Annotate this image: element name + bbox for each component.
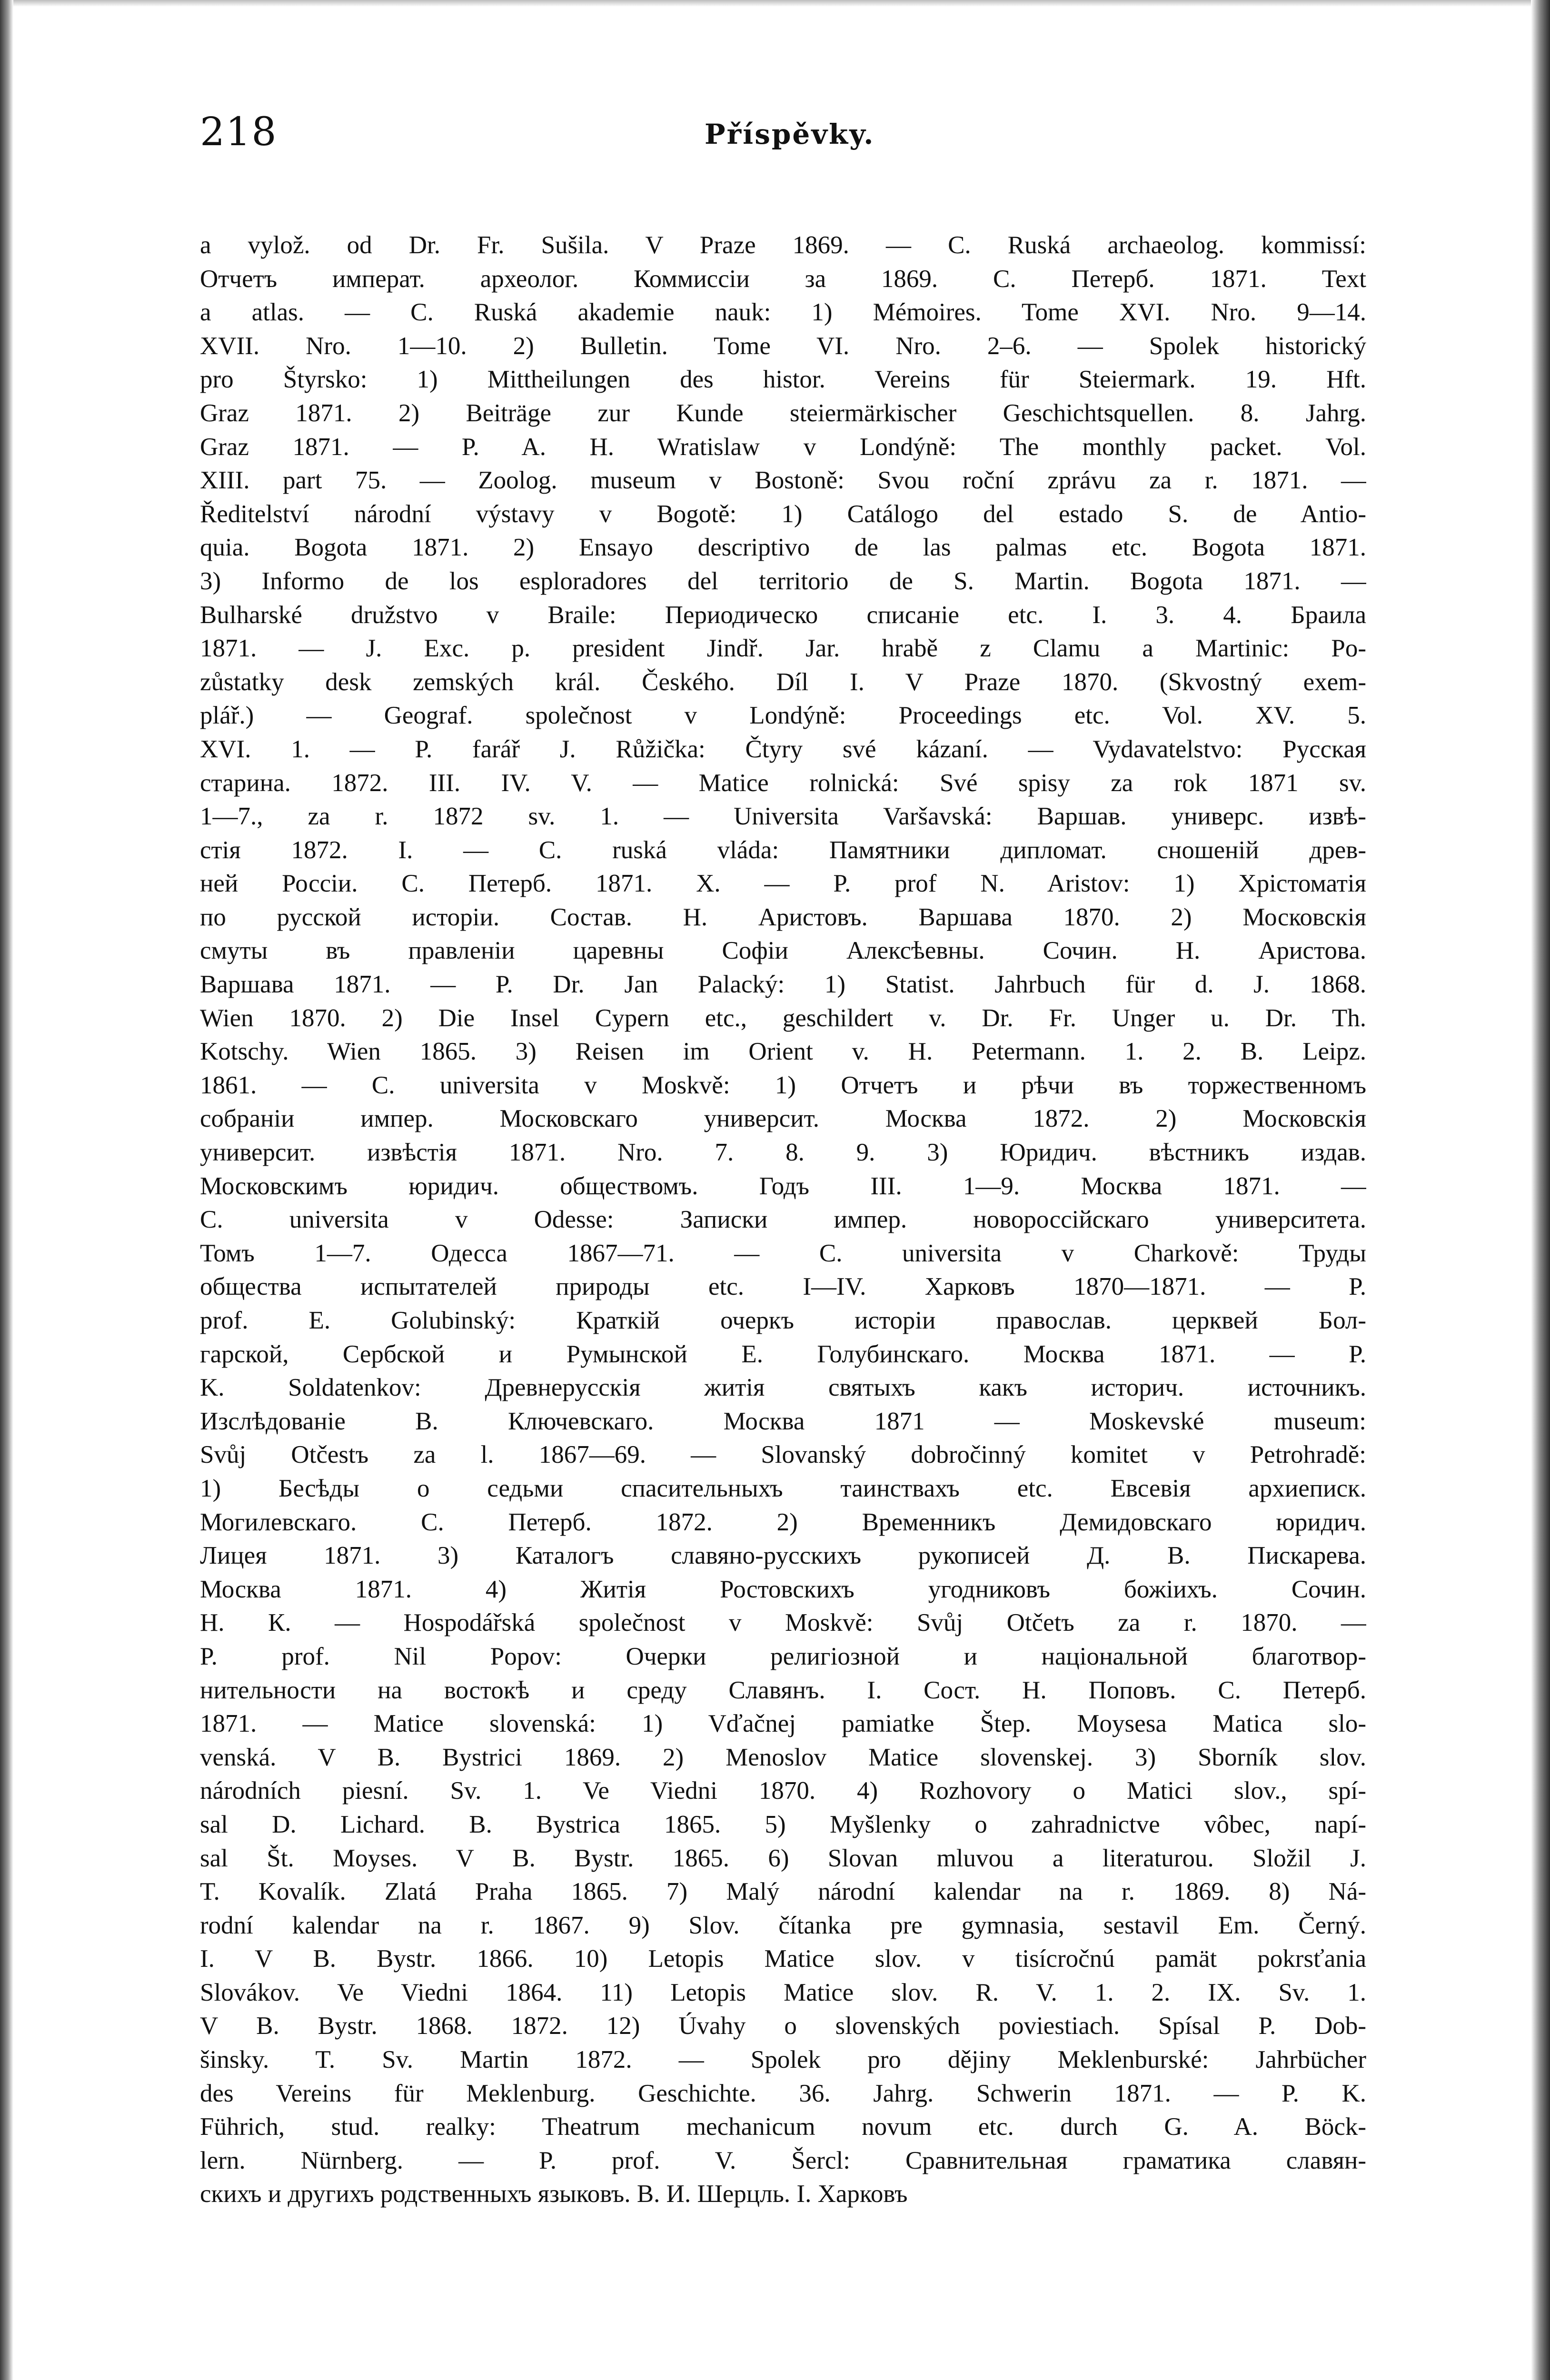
text-line: нительности на востокѣ и среду Славянъ. I. Сост. Н. Поповъ. С. Петерб. [200,1676,1366,1704]
text-line: venská. V B. Bystrici 1869. 2) Menoslov Matice slovenskej. 3) Sborník slov. [200,1743,1366,1771]
text-line: университ. извѣстія 1871. Nro. 7. 8. 9. 3) Юридич. вѣстникъ издав. [200,1139,1366,1167]
scan-border-top [0,0,1550,7]
text-line: Н. К. — Hospodářská společnost v Moskvě: Svůj Otčetъ za r. 1870. — [200,1609,1366,1637]
text-line: собраніи импер. Московскаго университ. Москва 1872. 2) Московскія [200,1105,1366,1133]
text-line: смуты въ правленіи царевны Софіи Алексѣевны. Сочин. Н. Аристова. [200,937,1366,965]
text-line: по русской исторіи. Состав. Н. Аристовъ. Варшава 1870. 2) Московскія [200,903,1366,931]
text-line: šinsky. T. Sv. Martin 1872. — Spolek pro dějiny Meklenburské: Jahrbücher [200,2046,1366,2074]
text-line: sal Št. Moyses. V B. Bystr. 1865. 6) Slovan mluvou a literaturou. Složil J. [200,1844,1366,1872]
text-line: V B. Bystr. 1868. 1872. 12) Úvahy o slovenských poviestiach. Spísal P. Dob- [200,2012,1366,2040]
text-line: 1871. — J. Exc. p. president Jindř. Jar. hrabě z Clamu a Martinic: Po- [200,635,1366,663]
text-line: C. universita v Odesse: Записки импер. новороссійскаго университета. [200,1206,1366,1234]
text-line: гарской, Сербской и Румынской Е. Голубинскаго. Москва 1871. — P. [200,1340,1366,1368]
text-line: des Vereins für Meklenburg. Geschichte. 36. Jahrg. Schwerin 1871. — P. K. [200,2079,1366,2107]
text-line: 1) Бесѣды о седьми спасительныхъ таинствахъ etc. Евсевія архиеписк. [200,1474,1366,1502]
text-line: národních piesní. Sv. 1. Ve Viedni 1870. 4) Rozhovory o Matici slov., spí- [200,1777,1366,1805]
text-line: Ředitelství národní výstavy v Bogotě: 1) Catálogo del estado S. de Antio- [200,500,1366,528]
page-header [200,109,1366,171]
text-line: Kotschy. Wien 1865. 3) Reisen im Orient v. H. Petermann. 1. 2. B. Leipz. [200,1038,1366,1066]
running-head: Příspěvky. [705,118,875,150]
text-line: скихъ и другихъ родственныхъ языковъ. В. И. Шерцль. I. Харковъ [200,2180,908,2208]
scan-border-right [1531,0,1550,2380]
text-line: ней Россіи. С. Петерб. 1871. X. — P. prof N. Aristov: 1) Хрістоматія [200,870,1366,898]
text-line: a atlas. — C. Ruská akademie nauk: 1) Mémoires. Tome XVI. Nro. 9—14. [200,298,1366,327]
text-line: стія 1872. I. — C. ruská vláda: Памятники дипломат. сношеній древ- [200,836,1366,864]
text-line: Wien 1870. 2) Die Insel Cypern etc., geschildert v. Dr. Fr. Unger u. Dr. Th. [200,1004,1366,1032]
text-line: общества испытателей природы etc. I—IV. Харковъ 1870—1871. — P. [200,1273,1366,1301]
text-line: Изслѣдованіе В. Ключевскаго. Москва 1871 — Moskevské museum: [200,1407,1366,1435]
text-line: Graz 1871. — P. A. H. Wratislaw v Londýně: The monthly packet. Vol. [200,433,1366,461]
text-line: Москва 1871. 4) Житія Ростовскихъ угодниковъ божіихъ. Сочин. [200,1575,1366,1603]
page-number: 218 [200,109,278,155]
text-line: старина. 1872. III. IV. V. — Matice rolnická: Své spisy za rok 1871 sv. [200,769,1366,797]
text-line: plář.) — Geograf. společnost v Londýně: Proceedings etc. Vol. XV. 5. [200,702,1366,730]
text-line: pro Štyrsko: 1) Mittheilungen des histor. Vereins für Steiermark. 19. Hft. [200,366,1366,394]
text-line: sal D. Lichard. B. Bystrica 1865. 5) Myšlenky o zahradnictve vôbec, napí- [200,1810,1366,1838]
text-line: XVII. Nro. 1—10. 2) Bulletin. Tome VI. Nro. 2–6. — Spolek historický [200,332,1366,360]
text-line: I. V B. Bystr. 1866. 10) Letopis Matice slov. v tisícročnú pamät pokrsťania [200,1945,1366,1973]
text-line: P. prof. Nil Popov: Очерки религіозной и національной благотвор- [200,1642,1366,1670]
text-line: Томъ 1—7. Одесса 1867—71. — C. universita v Charkově: Труды [200,1239,1366,1267]
text-line: 1861. — C. universita v Moskvě: 1) Отчетъ и рѣчи въ торжественномъ [200,1071,1366,1099]
text-line: Führich, stud. realky: Theatrum mechanicum novum etc. durch G. A. Böck- [200,2113,1366,2141]
text-line: Svůj Otčestъ za l. 1867—69. — Slovanský dobročinný komitet v Petrohradě: [200,1441,1366,1469]
text-line: Отчетъ императ. археолог. Коммиссіи за 1869. С. Петерб. 1871. Text [200,265,1366,293]
text-line: XIII. part 75. — Zoolog. museum v Bostoně: Svou roční zprávu za r. 1871. — [200,466,1366,495]
text-line: lern. Nürnberg. — P. prof. V. Šercl: Сравнительная граматика славян- [200,2146,1366,2174]
body-text [200,228,1366,2211]
text-line: K. Soldatenkov: Древнерусскія житія святыхъ какъ историч. источникъ. [200,1374,1366,1402]
text-line: a vylož. od Dr. Fr. Sušila. V Praze 1869. — C. Ruská archaeolog. kommissí: [200,231,1366,259]
text-line: Slovákov. Ve Viedni 1864. 11) Letopis Matice slov. R. V. 1. 2. IX. Sv. 1. [200,1978,1366,2006]
text-line: 1—7., za r. 1872 sv. 1. — Universita Varšavská: Варшав. универс. извѣ- [200,803,1366,831]
text-line: rodní kalendar na r. 1867. 9) Slov. čítanka pre gymnasia, sestavil Em. Černý. [200,1911,1366,1939]
text-line: Варшава 1871. — P. Dr. Jan Palacký: 1) Statist. Jahrbuch für d. J. 1868. [200,971,1366,999]
book-page [200,109,1366,2211]
text-line: XVI. 1. — P. farář J. Růžička: Čtyry své kázaní. — Vydavatelstvo: Русская [200,735,1366,763]
text-line: zůstatky desk zemských král. Českého. Díl I. V Praze 1870. (Skvostný exem- [200,668,1366,696]
text-line: quia. Bogota 1871. 2) Ensayo descriptivo de las palmas etc. Bogota 1871. [200,534,1366,562]
text-line: 3) Informo de los esploradores del territorio de S. Martin. Bogota 1871. — [200,567,1366,595]
text-line: Московскимъ юридич. обществомъ. Годъ III. 1—9. Москва 1871. — [200,1172,1366,1200]
text-line: 1871. — Matice slovenská: 1) Vďačnej pamiatke Štep. Moysesa Matica slo- [200,1710,1366,1738]
text-line: prof. E. Golubinský: Краткій очеркъ исторіи православ. церквей Бол- [200,1307,1366,1334]
scan-border-left [0,0,13,2380]
text-line: Лицея 1871. 3) Каталогъ славяно-русскихъ рукописей Д. В. Пискарева. [200,1542,1366,1570]
text-line: T. Kovalík. Zlatá Praha 1865. 7) Malý národní kalendar na r. 1869. 8) Ná- [200,1878,1366,1906]
text-line: Graz 1871. 2) Beiträge zur Kunde steiermärkischer Geschichtsquellen. 8. Jahrg. [200,399,1366,427]
text-line: Могилевскаго. С. Петерб. 1872. 2) Временникъ Демидовскаго юридич. [200,1508,1366,1536]
text-line: Bulharské družstvo v Braile: Периодическо списаніе etc. I. 3. 4. Браила [200,601,1366,629]
